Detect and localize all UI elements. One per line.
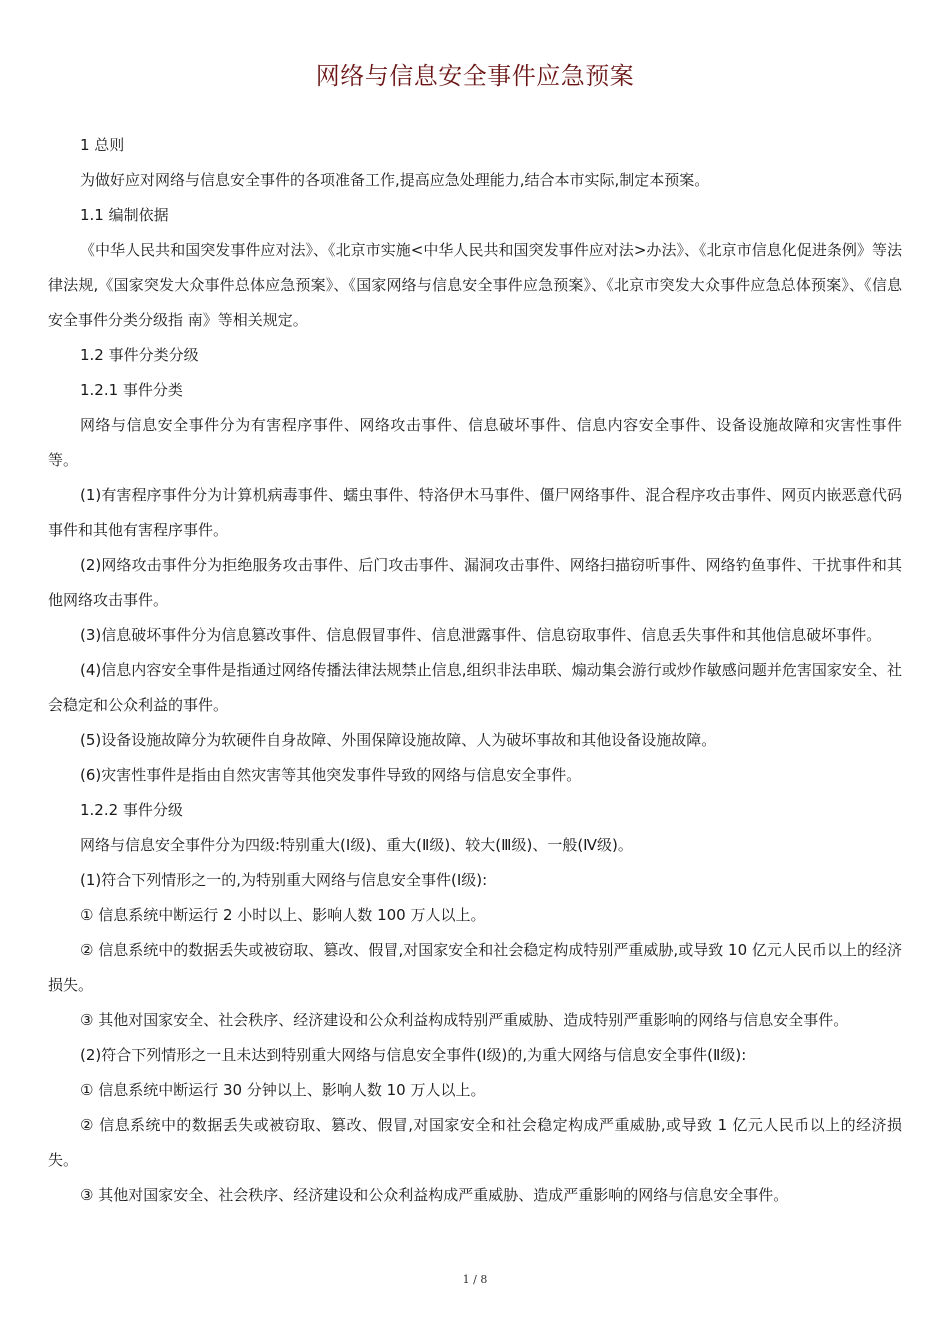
document-title: 网络与信息安全事件应急预案 [315, 62, 635, 90]
sub-list-item: ② 信息系统中的数据丢失或被窃取、篡改、假冒,对国家安全和社会稳定构成特别严重威胁,或导致 10 亿元人民币以上的经济损失。 [48, 941, 902, 994]
sub-list-item: ① 信息系统中断运行 30 分钟以上、影响人数 10 万人以上。 [80, 1081, 486, 1099]
list-item: (1)符合下列情形之一的,为特别重大网络与信息安全事件(Ⅰ级): [80, 871, 488, 889]
heading-classification: 1.2.1 事件分类 [80, 381, 183, 399]
heading-classification-grading: 1.2 事件分类分级 [80, 346, 199, 364]
paragraph: 网络与信息安全事件分为有害程序事件、网络攻击事件、信息破坏事件、信息内容安全事件、设备设施故障和灾害性事件等。 [48, 416, 902, 469]
sub-list-item: ③ 其他对国家安全、社会秩序、经济建设和公众利益构成严重威胁、造成严重影响的网络与信息安全事件。 [80, 1186, 789, 1204]
heading-grading: 1.2.2 事件分级 [80, 801, 183, 819]
paragraph: 《中华人民共和国突发事件应对法》、《北京市实施<中华人民共和国突发事件应对法>办法》、《北京市信息化促进条例》等法律法规,《国家突发大众事件总体应急预案》、《国家网络与信息安全事件应急预案》、《北京市突发大众事件应急总体预案》、《信息安全事件分类分级指 南》等相关规定。 [48, 241, 902, 329]
sub-list-item: ① 信息系统中断运行 2 小时以上、影响人数 100 万人以上。 [80, 906, 486, 924]
document-body [48, 128, 902, 1213]
heading-general: 1 总则 [80, 136, 125, 154]
list-item: (6)灾害性事件是指由自然灾害等其他突发事件导致的网络与信息安全事件。 [80, 766, 582, 784]
page-number: 1 / 8 [462, 1273, 488, 1286]
list-item: (5)设备设施故障分为软硬件自身故障、外围保障设施故障、人为破坏事故和其他设备设施故障。 [80, 731, 717, 749]
list-item: (3)信息破坏事件分为信息篡改事件、信息假冒事件、信息泄露事件、信息窃取事件、信息丢失事件和其他信息破坏事件。 [80, 626, 882, 644]
paragraph: 为做好应对网络与信息安全事件的各项准备工作,提高应急处理能力,结合本市实际,制定本预案。 [80, 171, 710, 189]
sub-list-item: ② 信息系统中的数据丢失或被窃取、篡改、假冒,对国家安全和社会稳定构成严重威胁,或导致 1 亿元人民币以上的经济损失。 [48, 1116, 902, 1169]
list-item: (2)网络攻击事件分为拒绝服务攻击事件、后门攻击事件、漏洞攻击事件、网络扫描窃听事件、网络钓鱼事件、干扰事件和其他网络攻击事件。 [48, 556, 902, 609]
paragraph: 网络与信息安全事件分为四级:特别重大(Ⅰ级)、重大(Ⅱ级)、较大(Ⅲ级)、一般(Ⅳ级)。 [80, 836, 633, 854]
list-item: (2)符合下列情形之一且未达到特别重大网络与信息安全事件(Ⅰ级)的,为重大网络与信息安全事件(Ⅱ级): [80, 1046, 747, 1064]
list-item: (4)信息内容安全事件是指通过网络传播法律法规禁止信息,组织非法串联、煽动集会游行或炒作敏感问题并危害国家安全、社会稳定和公众利益的事件。 [48, 661, 902, 714]
list-item: (1)有害程序事件分为计算机病毒事件、蠕虫事件、特洛伊木马事件、僵尸网络事件、混合程序攻击事件、网页内嵌恶意代码事件和其他有害程序事件。 [48, 486, 902, 539]
sub-list-item: ③ 其他对国家安全、社会秩序、经济建设和公众利益构成特别严重威胁、造成特别严重影响的网络与信息安全事件。 [80, 1011, 849, 1029]
heading-basis: 1.1 编制依据 [80, 206, 169, 224]
